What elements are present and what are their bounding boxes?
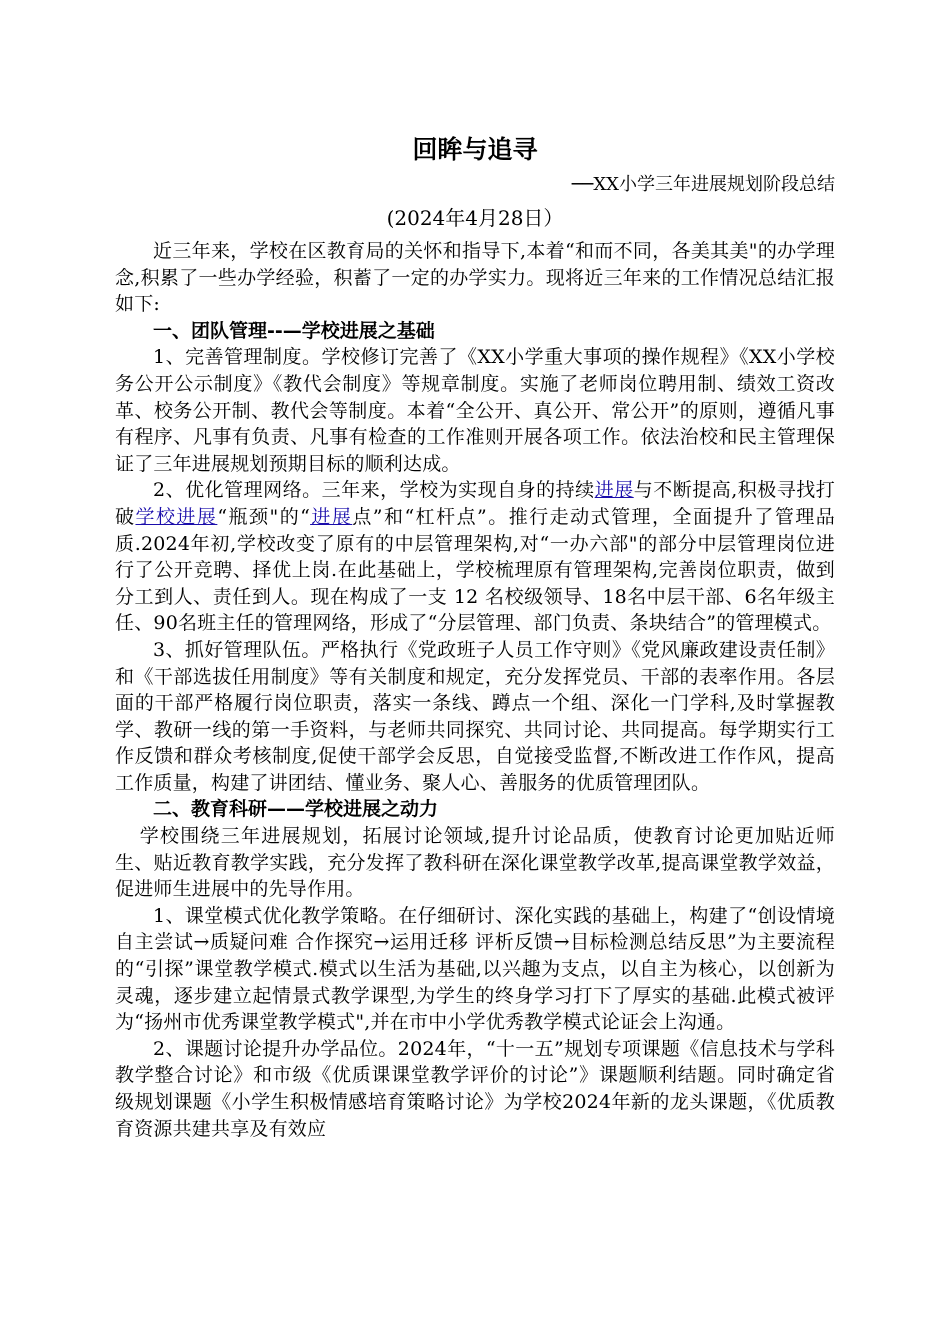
link-jinzhan-2[interactable]: 进展: [310, 505, 353, 528]
section2-heading: 二、教育科研——学校进展之动力: [153, 798, 439, 821]
p2-text-d: 点”和“杠杆点”。推行走动式管理，全面提升了管理品质.2024年初,学校改变了原有的中层管理架构,对“一办六部"的部分中层管理岗位进行了公开竞聘、择优上岗.在此基础上，学校梳理原有管理架构,完善岗位职责，做到分工到人、责任到人。现在构成了一支 12 名校级领导、18名中层干部、6名年级主任、90名班主任的管理网络，形成了“分层管理、部门负责、条块结合”的管理模式。: [115, 505, 835, 635]
doc-date: (2024年4月28日）: [386, 206, 564, 230]
section2-paragraph-2: 2、课题讨论提升办学品位。2024年，“十一五”规划专项课题《信息技术与学科教学整合讨论》和市级《优质课课堂教学评价的讨论”》课题顺利结题。同时确定省级规划课题《小学生积极情感培育策略讨论》为学校2024年新的龙头课题，《优质教育资源共建共享及有效应: [115, 1037, 835, 1140]
intro-paragraph: 近三年来，学校在区教育局的关怀和指导下,本着“和而不同，各美其美"的办学理念,积累了一些办学经验，积蓄了一定的办学实力。现将近三年来的工作情况总结汇报如下:: [115, 240, 835, 316]
section2-intro: 学校围绕三年进展规划，拓展讨论领域,提升讨论品质，使教育讨论更加贴近师生、贴近教育教学实践，充分发挥了教科研在深化课堂教学改革,提高课堂教学效益，促进师生进展中的先导作用。: [115, 825, 835, 901]
section1-paragraph-2: [115, 477, 835, 637]
doc-subtitle: ──XX小学三年进展规划阶段总结: [571, 174, 835, 195]
section2-paragraph-1: 1、课堂模式优化教学策略。在仔细研讨、深化实践的基础上，构建了“创设情境 自主尝试→质疑问难 合作探究→运用迁移 评析反馈→目标检测总结反思”为主要流程的“引探”课堂教学模式.模式以生活为基础,以兴趣为支点，以自主为核心，以创新为灵魂，逐步建立起情景式教学课型,为学生的终身学习打下了厚实的基础.此模式被评为“扬州市优秀课堂教学模式",并在市中小学优秀教学模式论证会上沟通。: [115, 904, 835, 1034]
section1-paragraph-1: 1、完善管理制度。学校修订完善了《XX小学重大事项的操作规程》《XX小学校务公开公示制度》《教代会制度》等规章制度。实施了老师岗位聘用制、绩效工资改革、校务公开制、教代会等制度。本着“全公开、真公开、常公开”的原则，遵循凡事有程序、凡事有负责、凡事有检查的工作准则开展各项工作。依法治校和民主管理保证了三年进展规划预期目标的顺利达成。: [115, 346, 835, 475]
section1-heading: 一、团队管理--—学校进展之基础: [153, 319, 435, 342]
link-jinzhan-1[interactable]: 进展: [594, 479, 634, 502]
p2-text-b: 与不断提高,积极寻找打破: [115, 479, 835, 528]
p2-text-c: “瓶颈"的“: [217, 505, 311, 528]
section1-paragraph-3: 3、抓好管理队伍。严格执行《党政班子人员工作守则》《党风廉政建设责任制》和《干部选拔任用制度》等有关制度和规定，充分发挥党员、干部的表率作用。各层面的干部严格履行岗位职责，落实一条线、蹲点一个组、深化一门学科,及时掌握教学、教研一线的第一手资料，与老师共同探究、共同讨论、共同提高。每学期实行工作反馈和群众考核制度,促使干部学会反思，自觉接受监督,不断改进工作作风，提高工作质量，构建了讲团结、懂业务、聚人心、善服务的优质管理团队。: [115, 638, 835, 794]
p2-text-a: 2、优化管理网络。三年来，学校为实现自身的持续: [153, 479, 595, 502]
link-xuexiao-jinzhan[interactable]: 学校进展: [135, 505, 218, 528]
doc-title: 回眸与追寻: [412, 135, 538, 164]
